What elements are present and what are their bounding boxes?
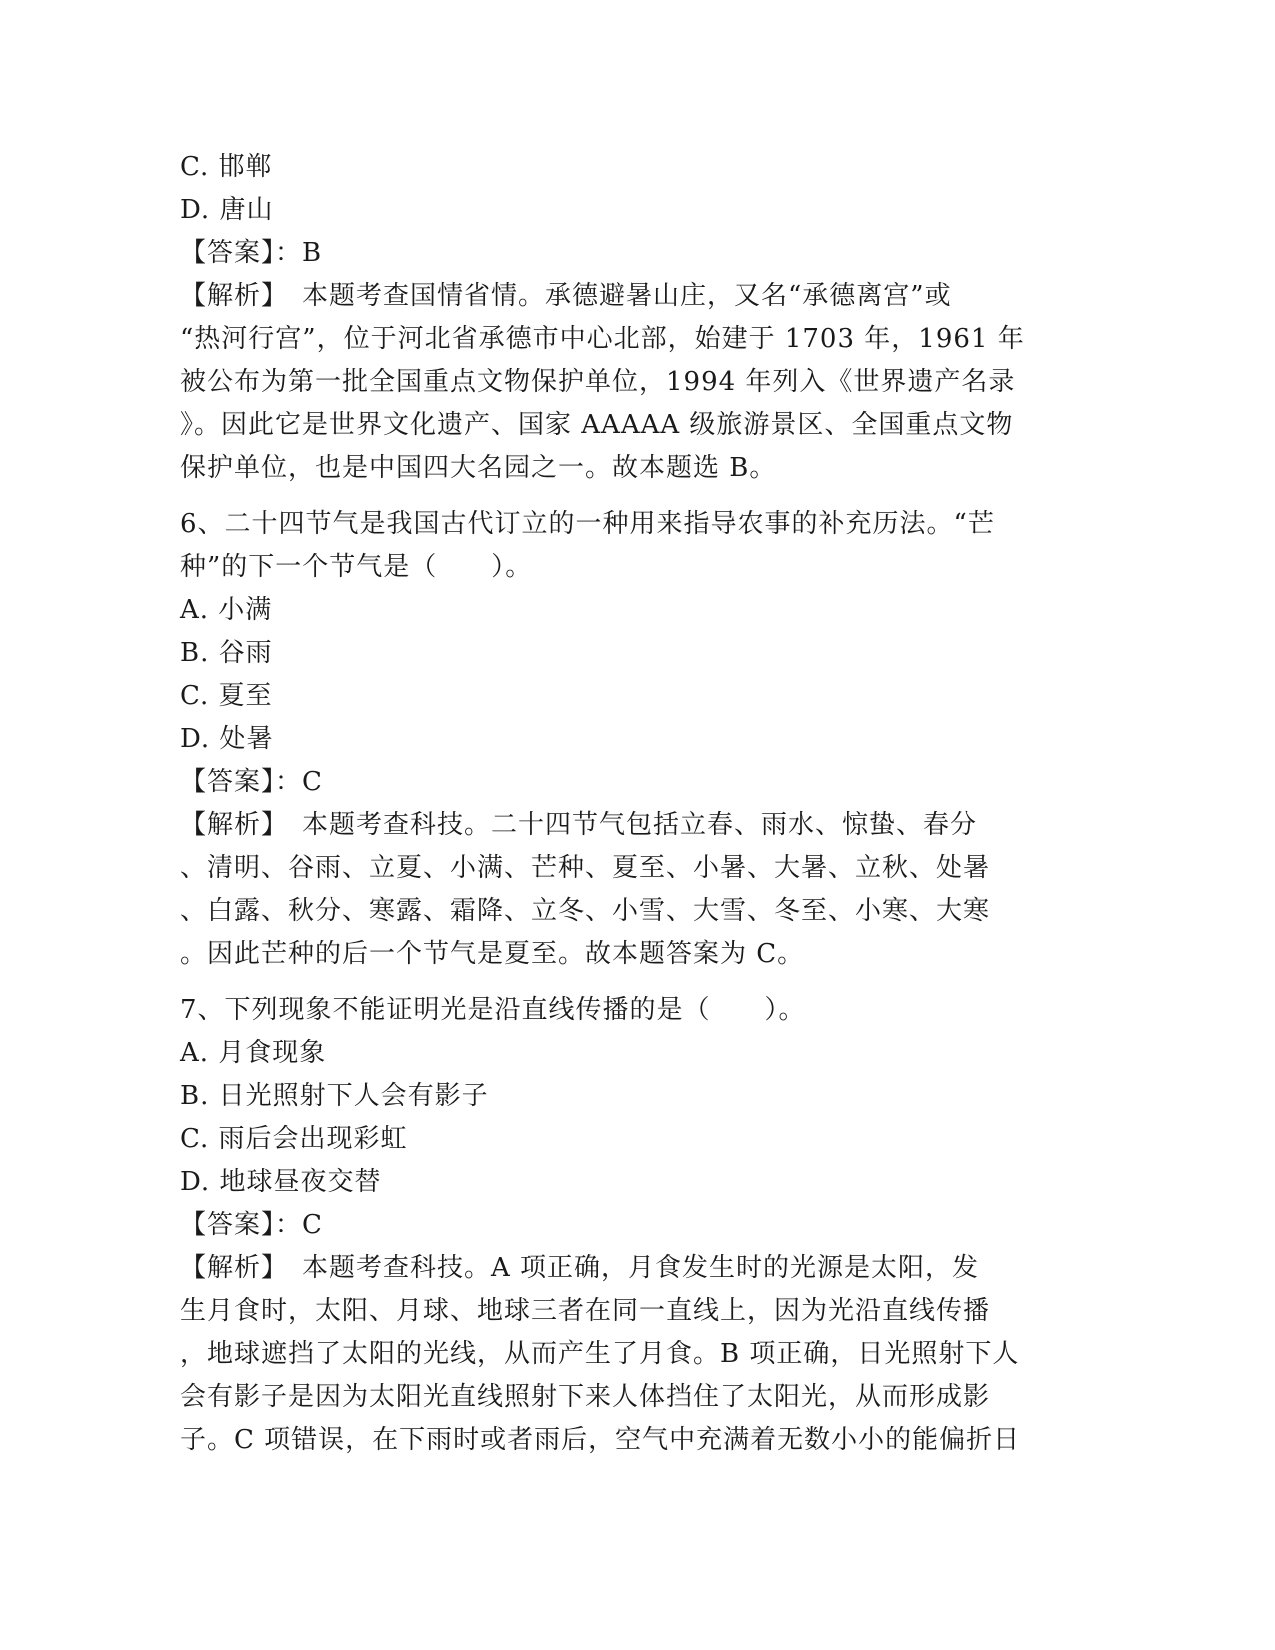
option-c: C. 夏至 bbox=[180, 681, 273, 711]
analysis-line: 、清明、谷雨、立夏、小满、芒种、夏至、小暑、大暑、立秋、处暑 bbox=[180, 853, 991, 883]
question-stem: 种”的下一个节气是（ ）。 bbox=[180, 552, 533, 582]
option-d: D. 唐山 bbox=[180, 195, 274, 225]
analysis-line: 》。因此它是世界文化遗产、国家 AAAAA 级旅游景区、全国重点文物 bbox=[180, 410, 1014, 440]
option-d: D. 地球昼夜交替 bbox=[180, 1167, 382, 1197]
section-gap bbox=[180, 976, 1060, 989]
option-a: A. 小满 bbox=[180, 595, 273, 625]
analysis-line: 被公布为第一批全国重点文物保护单位，1994 年列入《世界遗产名录 bbox=[180, 367, 1016, 397]
answer-line: 【答案】：B bbox=[180, 238, 323, 268]
analysis-line: 【解析】 本题考查科技。A 项正确，月食发生时的光源是太阳，发 bbox=[180, 1253, 980, 1283]
analysis-line: 【解析】 本题考查科技。二十四节气包括立春、雨水、惊蛰、春分 bbox=[180, 810, 978, 840]
option-c: C. 邯郸 bbox=[180, 152, 273, 182]
document-page bbox=[180, 146, 1060, 1462]
analysis-line: ，地球遮挡了太阳的光线，从而产生了月食。B 项正确，日光照射下人 bbox=[180, 1339, 1020, 1369]
analysis-line: 保护单位，也是中国四大名园之一。故本题选 B。 bbox=[180, 453, 777, 483]
question-6-block bbox=[180, 503, 1060, 976]
analysis-line: 【解析】 本题考查国情省情。承德避暑山庄，又名“承德离宫”或 bbox=[180, 281, 952, 311]
option-b: B. 日光照射下人会有影子 bbox=[180, 1081, 489, 1111]
analysis-line: “热河行宫”，位于河北省承德市中心北部，始建于 1703 年，1961 年 bbox=[180, 324, 1025, 354]
analysis-line: 子。C 项错误，在下雨时或者雨后，空气中充满着无数小小的能偏折日 bbox=[180, 1425, 1021, 1455]
answer-line: 【答案】：C bbox=[180, 767, 323, 797]
analysis-line: 、白露、秋分、寒露、霜降、立冬、小雪、大雪、冬至、小寒、大寒 bbox=[180, 896, 991, 926]
question-5-block bbox=[180, 146, 1060, 490]
analysis-line: 会有影子是因为太阳光直线照射下来人体挡住了太阳光，从而形成影 bbox=[180, 1382, 991, 1412]
answer-line: 【答案】：C bbox=[180, 1210, 323, 1240]
option-c: C. 雨后会出现彩虹 bbox=[180, 1124, 408, 1154]
question-stem: 6、二十四节气是我国古代订立的一种用来指导农事的补充历法。“芒 bbox=[180, 509, 995, 539]
section-gap bbox=[180, 490, 1060, 503]
option-b: B. 谷雨 bbox=[180, 638, 273, 668]
analysis-line: 。因此芒种的后一个节气是夏至。故本题答案为 C。 bbox=[180, 939, 805, 969]
option-a: A. 月食现象 bbox=[180, 1038, 327, 1068]
analysis-line: 生月食时，太阳、月球、地球三者在同一直线上，因为光沿直线传播 bbox=[180, 1296, 991, 1326]
question-stem: 7、下列现象不能证明光是沿直线传播的是（ ）。 bbox=[180, 995, 806, 1025]
question-7-block bbox=[180, 989, 1060, 1462]
option-d: D. 处暑 bbox=[180, 724, 274, 754]
